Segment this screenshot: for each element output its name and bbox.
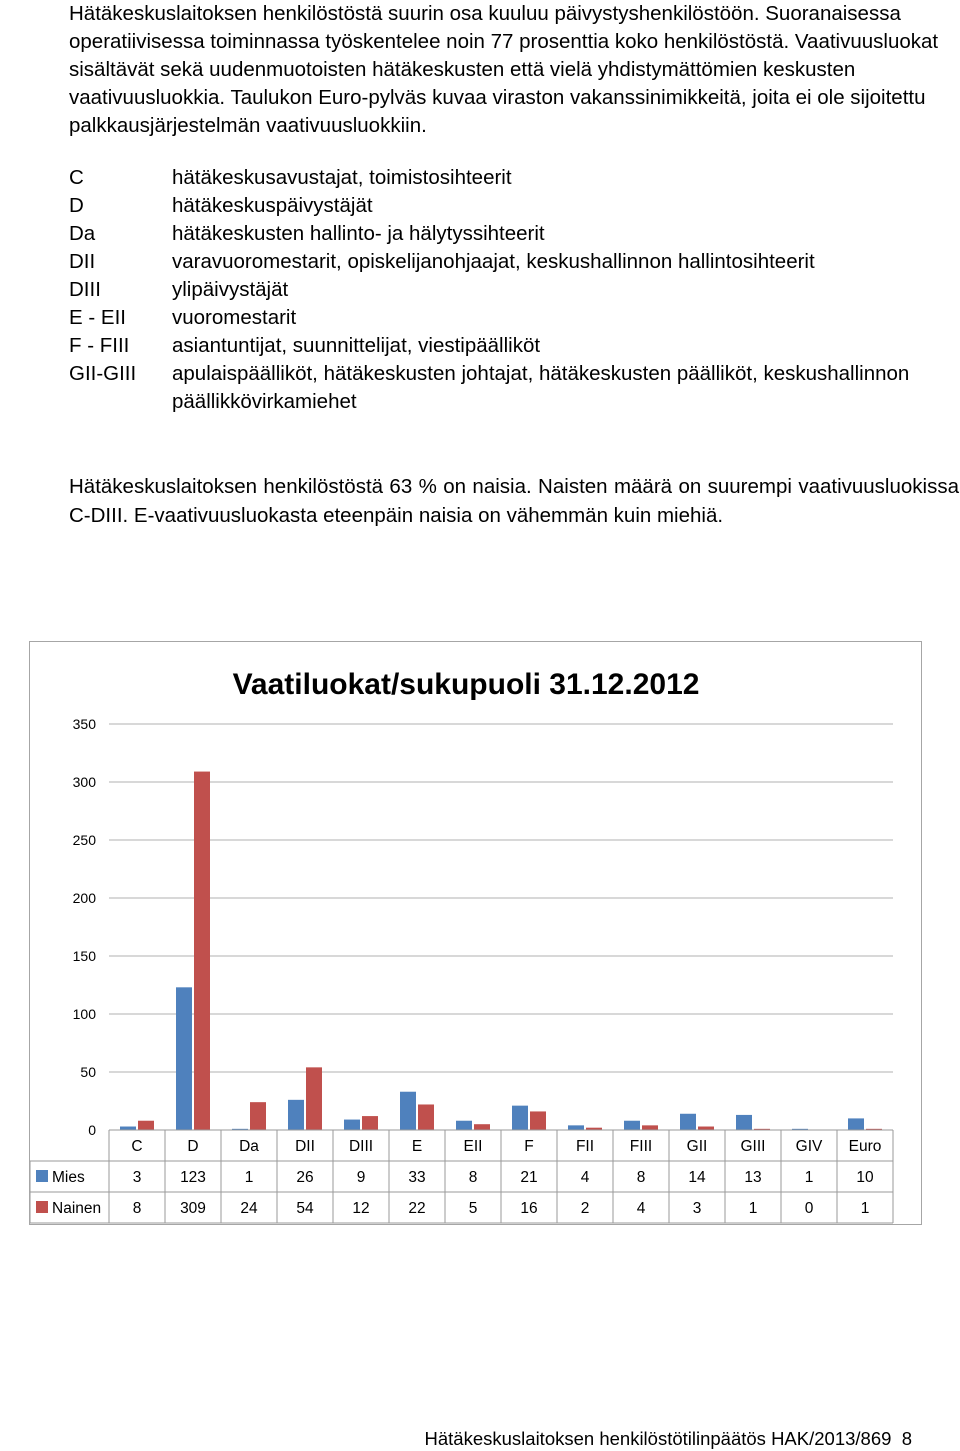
y-tick-label: 50: [80, 1064, 96, 1080]
data-label-nainen: 1: [748, 1200, 758, 1217]
code-row: [69, 304, 959, 332]
category-label: C: [131, 1138, 143, 1155]
data-label-mies: 10: [856, 1169, 874, 1186]
bar-nainen: [642, 1125, 658, 1130]
data-label-mies: 13: [744, 1169, 762, 1186]
data-label-mies: 21: [520, 1169, 538, 1186]
intro-text: Hätäkeskuslaitoksen henkilöstöstä suurin osa kuuluu päivystyshenkilöstöön. Suoranaisessa operatiivisessa toiminnassa työskentelee noin 77 prosenttia koko henkilöstöstä. Vaativuusluokat sisältävät sekä uudenmuotoisten hätäkeskusten että vielä yhdistymättömien keskusten vaativuusluokkia. Taulukon Euro-pylväs kuvaa viraston vakanssinimikkeitä, joita ei ole sijoitettu palkkausjärjestelmän vaativuusluokkiin.: [69, 2, 939, 137]
bar-mies: [512, 1106, 528, 1130]
category-label: GIV: [795, 1138, 823, 1155]
y-tick-label: 250: [72, 832, 96, 848]
data-label-nainen: 3: [692, 1200, 702, 1217]
data-label-mies: 3: [132, 1169, 142, 1186]
data-label-mies: 33: [408, 1169, 426, 1186]
category-label: DII: [295, 1138, 315, 1155]
data-label-nainen: 22: [408, 1200, 426, 1217]
category-code-list: [69, 164, 959, 416]
data-label-mies: 123: [180, 1169, 206, 1186]
legend-label-nainen: Nainen: [52, 1200, 102, 1217]
bar-mies: [344, 1120, 360, 1130]
category-label: Da: [239, 1138, 259, 1155]
category-label: GIII: [740, 1138, 766, 1155]
code-row: [69, 164, 959, 192]
category-label: F: [524, 1138, 534, 1155]
code-row: [69, 248, 959, 276]
data-label-mies: 8: [468, 1169, 478, 1186]
bar-nainen: [194, 772, 210, 1130]
category-label: FIII: [629, 1138, 653, 1155]
code-label: Da: [69, 222, 96, 245]
data-label-nainen: 12: [352, 1200, 370, 1217]
code-label: GII-GIII: [69, 362, 137, 385]
data-label-nainen: 4: [636, 1200, 646, 1217]
y-tick-label: 300: [72, 774, 96, 790]
code-label: F - FIII: [69, 334, 130, 357]
code-label: D: [69, 194, 84, 217]
chart-title: Vaatiluokat/sukupuoli 31.12.2012: [232, 668, 700, 701]
category-label: Euro: [848, 1138, 882, 1155]
bar-nainen: [362, 1116, 378, 1130]
category-label: GII: [686, 1138, 708, 1155]
intro-paragraph: [69, 0, 959, 140]
data-label-mies: 26: [296, 1169, 314, 1186]
bar-nainen: [474, 1124, 490, 1130]
data-label-mies: 1: [244, 1169, 254, 1186]
page-footer: [382, 1427, 912, 1451]
bar-mies: [736, 1115, 752, 1130]
chart-frame: [29, 641, 922, 1225]
gender-paragraph: Hätäkeskuslaitoksen henkilöstöstä 63 % on naisia. Naisten määrä on suurempi vaativuusluokissa C-DIII. E-vaativuusluokasta eteenpäin naisia on vähemmän kuin miehiä.: [69, 475, 959, 527]
bar-mies: [624, 1121, 640, 1130]
code-description: hätäkeskuspäivystäjät: [172, 194, 373, 217]
bar-nainen: [418, 1104, 434, 1130]
category-label: EII: [463, 1138, 483, 1155]
data-label-mies: 1: [804, 1169, 814, 1186]
bar-chart: [30, 642, 923, 1226]
data-label-nainen: 54: [296, 1200, 314, 1217]
legend-label-mies: Mies: [52, 1169, 85, 1186]
footer-text: Hätäkeskuslaitoksen henkilöstötilinpäätös HAK/2013/869: [424, 1428, 892, 1449]
bar-mies: [400, 1092, 416, 1130]
bar-nainen: [138, 1121, 154, 1130]
category-label: D: [187, 1138, 199, 1155]
data-label-nainen: 8: [132, 1200, 142, 1217]
code-label: DIII: [69, 278, 101, 301]
code-label: C: [69, 166, 84, 189]
code-row: [69, 220, 959, 248]
code-row: [69, 360, 959, 416]
category-label: FII: [575, 1138, 595, 1155]
data-label-nainen: 24: [240, 1200, 258, 1217]
code-description: ylipäivystäjät: [172, 278, 289, 301]
page-number: 8: [901, 1428, 912, 1449]
data-label-mies: 14: [688, 1169, 706, 1186]
data-label-nainen: 5: [468, 1200, 478, 1217]
code-description: varavuoromestarit, opiskelijanohjaajat, keskushallinnon hallintosihteerit: [172, 250, 815, 273]
code-row: [69, 332, 959, 360]
code-description: apulaispäälliköt, hätäkeskusten johtajat, hätäkeskusten päälliköt, keskushallinnon päällikkövirkamiehet: [172, 362, 910, 413]
data-label-nainen: 309: [180, 1200, 206, 1217]
bar-mies: [680, 1114, 696, 1130]
data-label-nainen: 1: [860, 1200, 870, 1217]
data-label-mies: 8: [636, 1169, 646, 1186]
data-label-mies: 4: [580, 1169, 590, 1186]
bar-mies: [120, 1127, 136, 1130]
code-description: hätäkeskusavustajat, toimistosihteerit: [172, 166, 512, 189]
code-label: DII: [69, 250, 96, 273]
code-description: hätäkeskusten hallinto- ja hälytyssihteerit: [172, 222, 545, 245]
bar-nainen: [250, 1102, 266, 1130]
bar-nainen: [306, 1067, 322, 1130]
code-description: asiantuntijat, suunnittelijat, viestipäälliköt: [172, 334, 541, 357]
category-label: E: [411, 1138, 423, 1155]
data-label-nainen: 0: [804, 1200, 814, 1217]
code-row: [69, 192, 959, 220]
y-tick-label: 200: [72, 890, 96, 906]
bar-nainen: [530, 1111, 546, 1130]
data-label-nainen: 2: [580, 1200, 590, 1217]
bar-nainen: [698, 1127, 714, 1130]
y-tick-label: 100: [72, 1006, 96, 1022]
data-label-mies: 9: [356, 1169, 366, 1186]
bar-mies: [176, 987, 192, 1130]
legend-key-mies: [36, 1170, 48, 1182]
bar-mies: [288, 1100, 304, 1130]
code-label: E - EII: [69, 306, 126, 329]
y-tick-label: 0: [88, 1122, 96, 1138]
code-row: [69, 276, 959, 304]
code-description: vuoromestarit: [172, 306, 297, 329]
y-tick-label: 150: [72, 948, 96, 964]
data-label-nainen: 16: [520, 1200, 538, 1217]
bar-mies: [848, 1118, 864, 1130]
legend-key-nainen: [36, 1201, 48, 1213]
bar-mies: [456, 1121, 472, 1130]
bar-mies: [568, 1125, 584, 1130]
y-tick-label: 350: [72, 716, 96, 732]
category-label: DIII: [348, 1138, 374, 1155]
